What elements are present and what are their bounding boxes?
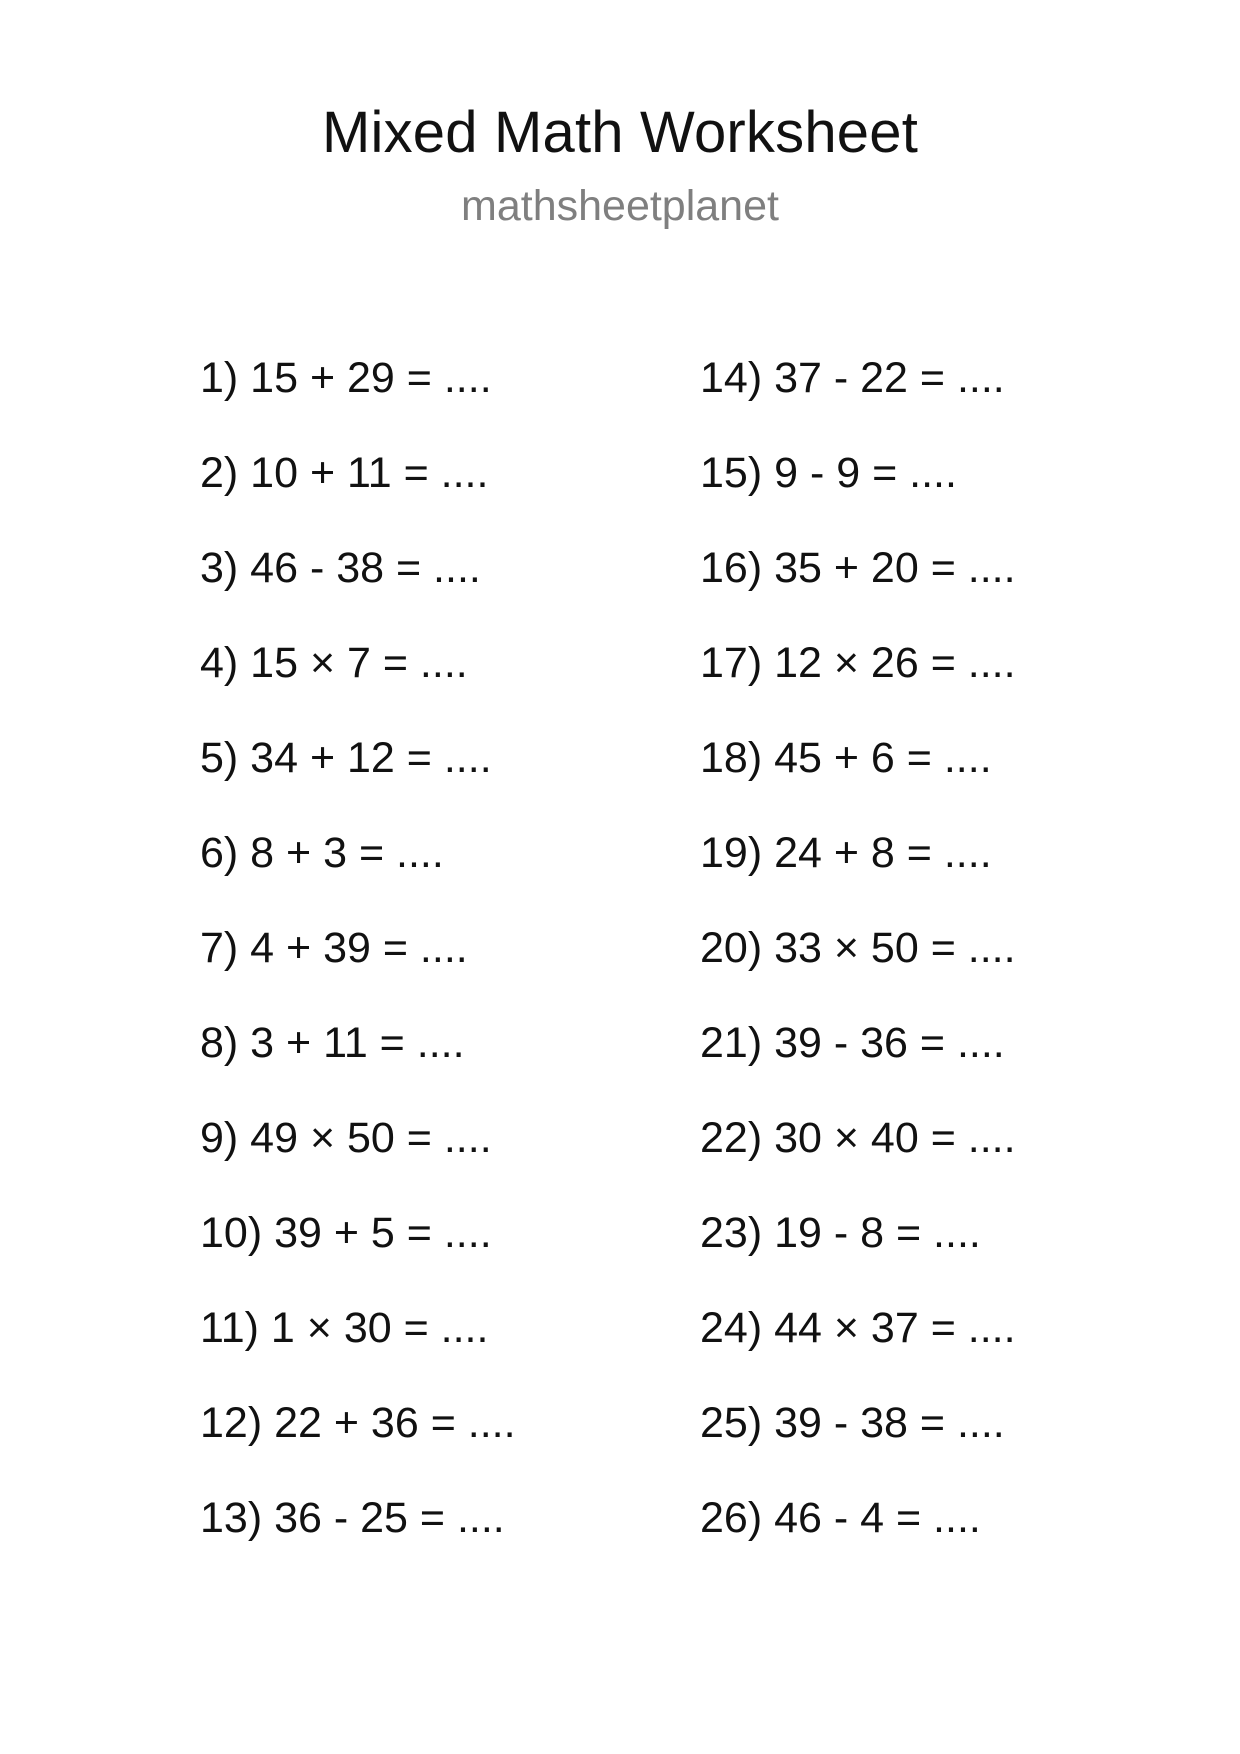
problem-item: 16) 35 + 20 = .... xyxy=(700,544,1016,592)
problem-item: 10) 39 + 5 = .... xyxy=(200,1209,492,1257)
problem-item: 25) 39 - 38 = .... xyxy=(700,1399,1005,1447)
problem-item: 12) 22 + 36 = .... xyxy=(200,1399,516,1447)
problem-item: 19) 24 + 8 = .... xyxy=(700,829,992,877)
problem-item: 23) 19 - 8 = .... xyxy=(700,1209,981,1257)
problem-item: 13) 36 - 25 = .... xyxy=(200,1494,505,1542)
problems-left-column xyxy=(200,348,660,1583)
problem-item: 20) 33 × 50 = .... xyxy=(700,924,1016,972)
problem-item: 26) 46 - 4 = .... xyxy=(700,1494,981,1542)
problem-item: 9) 49 × 50 = .... xyxy=(200,1114,492,1162)
worksheet-title: Mixed Math Worksheet xyxy=(321,100,919,165)
worksheet-subtitle: mathsheetplanet xyxy=(461,182,779,230)
problem-item: 2) 10 + 11 = .... xyxy=(200,449,489,497)
problem-item: 18) 45 + 6 = .... xyxy=(700,734,992,782)
problem-item: 5) 34 + 12 = .... xyxy=(200,734,492,782)
problem-item: 7) 4 + 39 = .... xyxy=(200,924,468,972)
problems-right-column xyxy=(700,348,1160,1583)
problem-item: 17) 12 × 26 = .... xyxy=(700,639,1016,687)
problem-item: 22) 30 × 40 = .... xyxy=(700,1114,1016,1162)
problem-item: 3) 46 - 38 = .... xyxy=(200,544,481,592)
problem-item: 4) 15 × 7 = .... xyxy=(200,639,468,687)
problem-item: 1) 15 + 29 = .... xyxy=(200,354,492,402)
problem-item: 21) 39 - 36 = .... xyxy=(700,1019,1005,1067)
problem-item: 15) 9 - 9 = .... xyxy=(700,449,957,497)
problem-item: 11) 1 × 30 = .... xyxy=(200,1304,489,1352)
problem-item: 8) 3 + 11 = .... xyxy=(200,1019,465,1067)
problem-item: 14) 37 - 22 = .... xyxy=(700,354,1005,402)
problem-item: 6) 8 + 3 = .... xyxy=(200,829,444,877)
problem-item: 24) 44 × 37 = .... xyxy=(700,1304,1016,1352)
